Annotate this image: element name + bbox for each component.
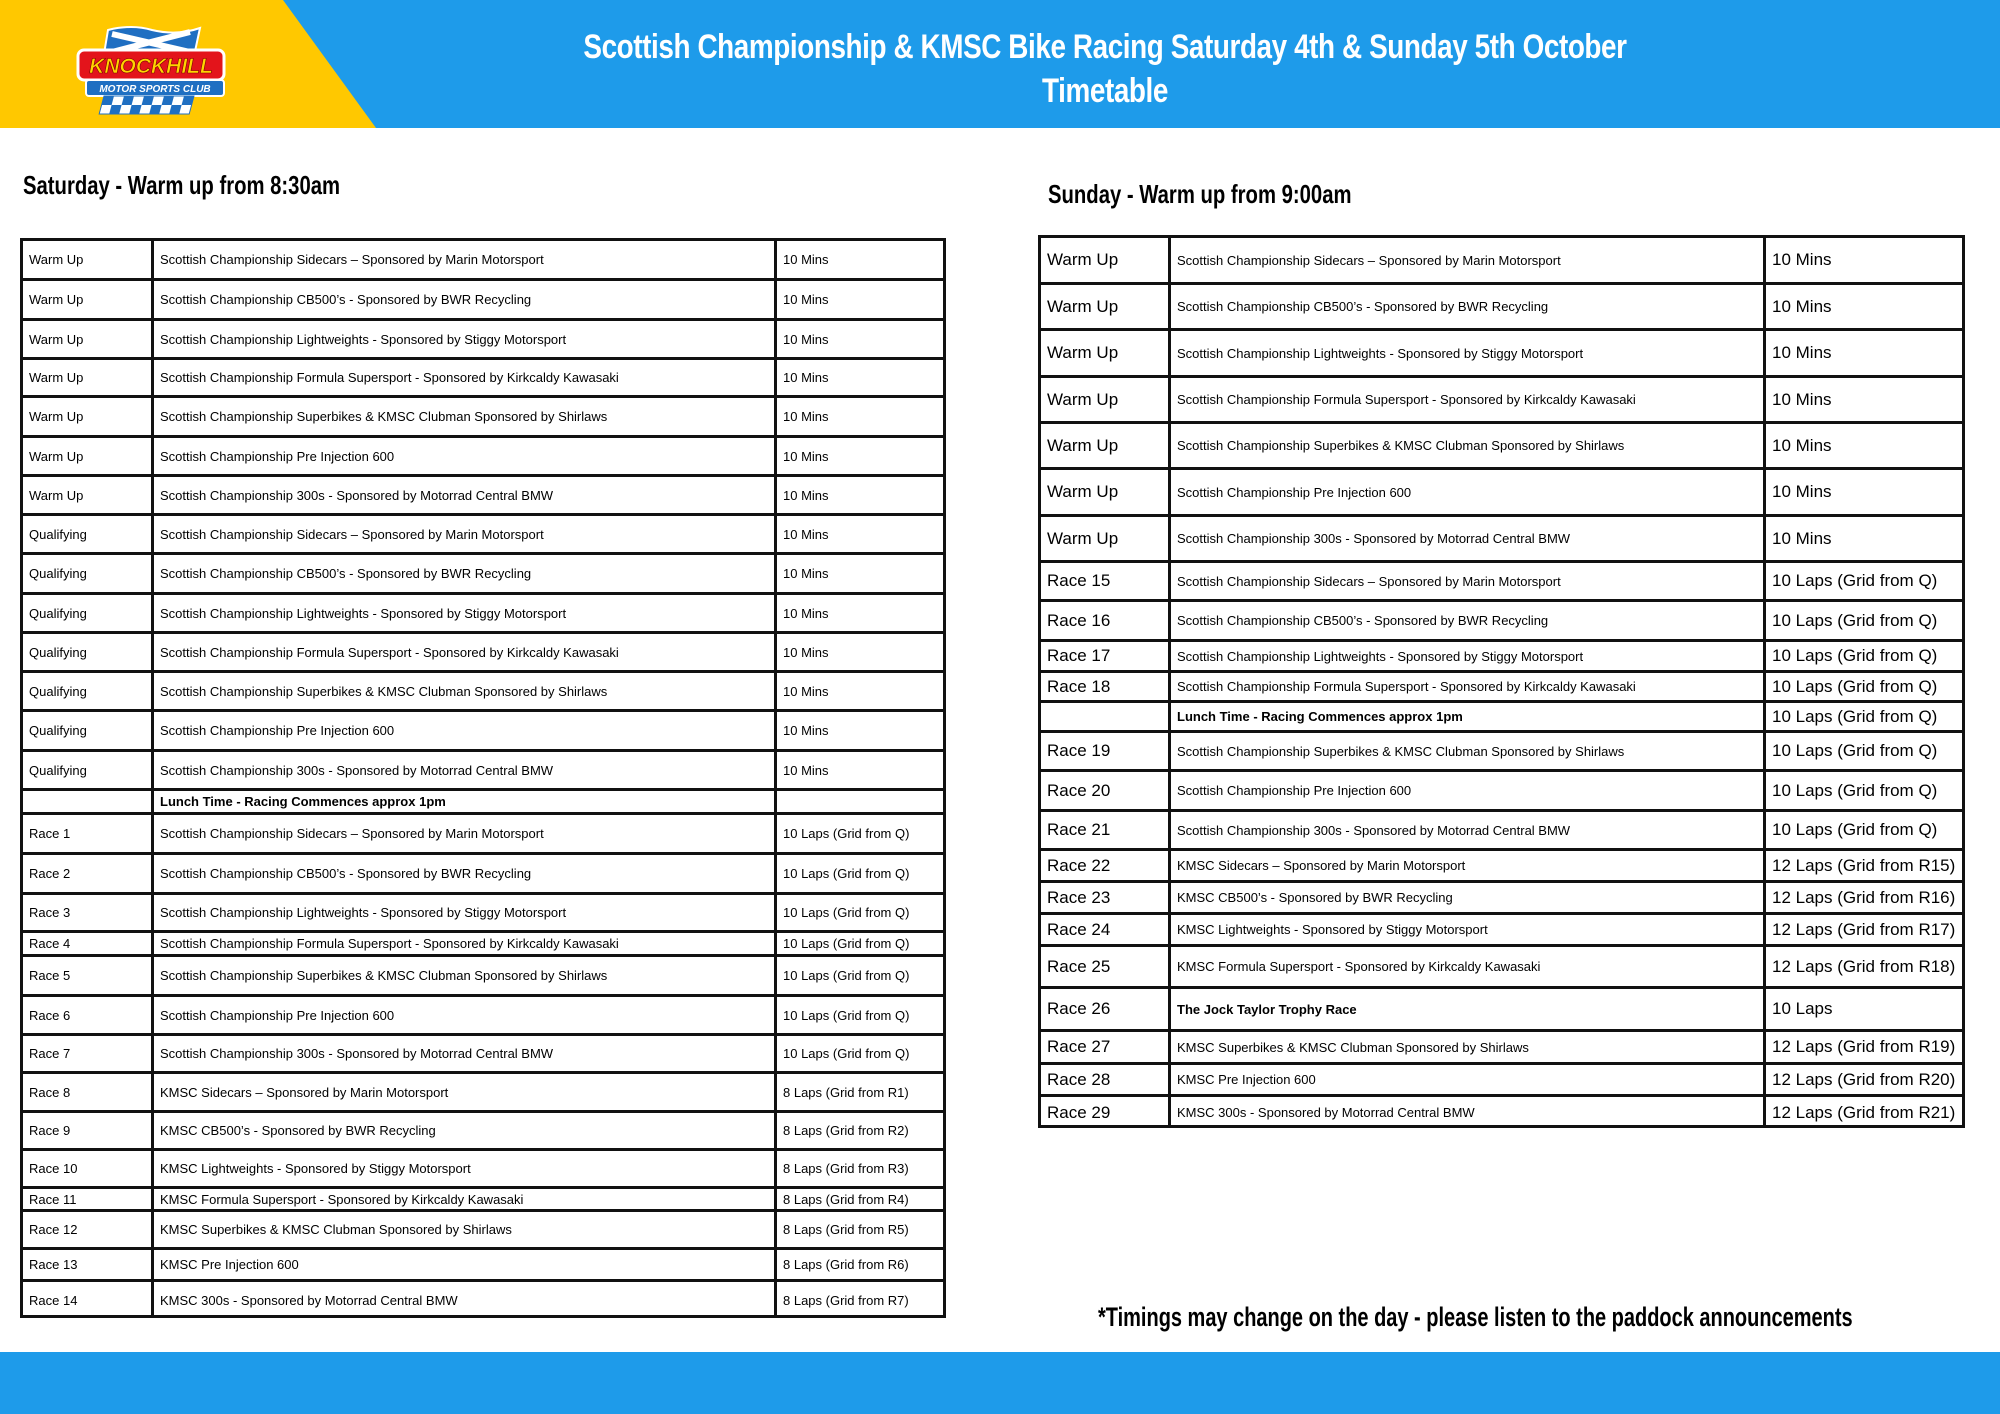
duration-cell: 10 Mins bbox=[774, 438, 943, 474]
event-cell: The Jock Taylor Trophy Race bbox=[1168, 989, 1763, 1029]
duration-cell: 10 Laps (Grid from Q) bbox=[774, 1036, 943, 1071]
table-row bbox=[23, 1209, 943, 1247]
table-row bbox=[23, 1148, 943, 1186]
duration-cell: 10 Mins bbox=[774, 595, 943, 631]
table-row bbox=[23, 241, 943, 278]
duration-cell: 12 Laps (Grid from R21) bbox=[1763, 1097, 1962, 1128]
event-cell: KMSC Sidecars – Sponsored by Marin Motorsport bbox=[151, 1074, 774, 1110]
session-cell: Race 5 bbox=[29, 968, 71, 983]
event-cell: Scottish Championship 300s - Sponsored by Motorrad Central BMW bbox=[151, 477, 774, 513]
event-cell: Scottish Championship Superbikes & KMSC Clubman Sponsored by Shirlaws bbox=[151, 673, 774, 709]
duration-cell: 10 Mins bbox=[774, 555, 943, 592]
session-cell: Warm Up bbox=[1047, 528, 1119, 548]
table-row bbox=[1041, 467, 1962, 514]
event-cell: KMSC CB500’s - Sponsored by BWR Recycling bbox=[151, 1113, 774, 1148]
duration-cell: 10 Mins bbox=[774, 752, 943, 788]
event-cell: Scottish Championship Sidecars – Sponsored by Marin Motorsport bbox=[1168, 563, 1763, 599]
event-cell: Lunch Time - Racing Commences approx 1pm bbox=[151, 791, 774, 812]
table-row bbox=[23, 1247, 943, 1279]
duration-cell: 10 Mins bbox=[774, 241, 943, 278]
event-cell: Scottish Championship CB500’s - Sponsored by BWR Recycling bbox=[151, 555, 774, 592]
duration-cell: 10 Laps (Grid from Q) bbox=[1763, 772, 1962, 809]
session-cell: Qualifying bbox=[29, 762, 87, 778]
table-row bbox=[23, 1033, 943, 1071]
duration-cell: 10 Laps (Grid from Q) bbox=[1763, 602, 1962, 639]
saturday-timetable bbox=[20, 238, 946, 1318]
duration-cell: 8 Laps (Grid from R2) bbox=[774, 1113, 943, 1148]
table-row bbox=[1041, 730, 1962, 769]
duration-cell: 10 Mins bbox=[1763, 331, 1962, 375]
event-cell: KMSC Lightweights - Sponsored by Stiggy Motorsport bbox=[1168, 915, 1763, 944]
event-cell: Scottish Championship Formula Supersport - Sponsored by Kirkcaldy Kawasaki bbox=[151, 360, 774, 395]
duration-cell: 12 Laps (Grid from R15) bbox=[1763, 851, 1962, 880]
timing-disclaimer: *Timings may change on the day - please listen to the paddock announcements bbox=[1098, 1302, 1853, 1332]
session-cell: Race 22 bbox=[1047, 855, 1111, 875]
event-cell: Scottish Championship CB500’s - Sponsored by BWR Recycling bbox=[151, 855, 774, 892]
page-title: Scottish Championship & KMSC Bike Racing Saturday 4th & Sunday 5th October bbox=[583, 28, 1627, 66]
event-cell: KMSC Lightweights - Sponsored by Stiggy Motorsport bbox=[151, 1151, 774, 1186]
session-cell bbox=[1041, 703, 1168, 730]
event-cell: KMSC Superbikes & KMSC Clubman Sponsored by Shirlaws bbox=[1168, 1032, 1763, 1062]
session-cell: Race 27 bbox=[1047, 1037, 1111, 1056]
session-cell: Qualifying bbox=[29, 526, 87, 542]
duration-cell: 10 Laps (Grid from Q) bbox=[1763, 673, 1962, 700]
duration-cell: 10 Mins bbox=[774, 398, 943, 435]
event-cell: KMSC Pre Injection 600 bbox=[1168, 1065, 1763, 1094]
duration-cell: 10 Laps (Grid from Q) bbox=[1763, 812, 1962, 848]
duration-cell: 10 Mins bbox=[1763, 285, 1962, 328]
session-cell: Race 2 bbox=[29, 866, 71, 881]
session-cell: Race 13 bbox=[29, 1257, 78, 1272]
duration-cell: 10 Mins bbox=[774, 321, 943, 357]
table-row bbox=[1041, 560, 1962, 599]
table-row bbox=[1041, 912, 1962, 944]
session-cell: Warm Up bbox=[29, 331, 84, 347]
table-row bbox=[1041, 670, 1962, 700]
table-row bbox=[23, 812, 943, 852]
event-cell: Scottish Championship Pre Injection 600 bbox=[1168, 772, 1763, 809]
session-cell: Warm Up bbox=[1047, 482, 1119, 501]
event-cell: Scottish Championship 300s - Sponsored by Motorrad Central BMW bbox=[1168, 517, 1763, 560]
event-cell: Scottish Championship Superbikes & KMSC Clubman Sponsored by Shirlaws bbox=[1168, 733, 1763, 769]
event-cell: KMSC Formula Supersport - Sponsored by Kirkcaldy Kawasaki bbox=[1168, 947, 1763, 986]
duration-cell: 10 Mins bbox=[774, 673, 943, 709]
event-cell: Scottish Championship Superbikes & KMSC Clubman Sponsored by Shirlaws bbox=[1168, 424, 1763, 467]
session-cell: Warm Up bbox=[29, 252, 84, 267]
table-row bbox=[23, 631, 943, 670]
session-cell: Race 28 bbox=[1047, 1069, 1111, 1089]
session-cell: Warm Up bbox=[1047, 250, 1119, 269]
session-cell: Race 18 bbox=[1047, 676, 1111, 696]
table-row bbox=[23, 930, 943, 954]
event-cell: Scottish Championship CB500’s - Sponsored by BWR Recycling bbox=[151, 281, 774, 318]
session-cell: Race 21 bbox=[1047, 820, 1111, 839]
session-cell: Race 26 bbox=[1047, 999, 1111, 1018]
session-cell: Race 4 bbox=[29, 936, 71, 951]
duration-cell: 10 Mins bbox=[774, 281, 943, 318]
duration-cell: 10 Laps (Grid from Q) bbox=[774, 933, 943, 954]
table-row bbox=[1041, 848, 1962, 880]
duration-cell: 8 Laps (Grid from R4) bbox=[774, 1189, 943, 1209]
event-cell: Scottish Championship Lightweights - Sponsored by Stiggy Motorsport bbox=[1168, 331, 1763, 375]
event-cell: Scottish Championship Formula Supersport - Sponsored by Kirkcaldy Kawasaki bbox=[151, 933, 774, 954]
event-cell: Scottish Championship Lightweights - Sponsored by Stiggy Motorsport bbox=[1168, 642, 1763, 670]
table-row bbox=[1041, 880, 1962, 912]
table-row bbox=[1041, 1029, 1962, 1062]
sunday-heading: Sunday - Warm up from 9:00am bbox=[1048, 179, 1352, 209]
event-cell: Scottish Championship Sidecars – Sponsored by Marin Motorsport bbox=[151, 516, 774, 552]
duration-cell: 10 Laps (Grid from Q) bbox=[1763, 703, 1962, 730]
session-cell: Race 23 bbox=[1047, 887, 1111, 907]
event-cell: KMSC 300s - Sponsored by Motorrad Central BMW bbox=[151, 1282, 774, 1318]
session-cell: Race 12 bbox=[29, 1222, 78, 1237]
event-cell: Scottish Championship Pre Injection 600 bbox=[1168, 470, 1763, 514]
session-cell: Race 7 bbox=[29, 1046, 71, 1061]
table-row bbox=[23, 318, 943, 357]
table-row bbox=[23, 474, 943, 513]
event-cell: Scottish Championship Sidecars – Sponsored by Marin Motorsport bbox=[1168, 238, 1763, 282]
table-row bbox=[1041, 809, 1962, 848]
session-cell: Race 1 bbox=[29, 826, 71, 841]
event-cell: Scottish Championship 300s - Sponsored by Motorrad Central BMW bbox=[151, 1036, 774, 1071]
event-cell: KMSC Sidecars – Sponsored by Marin Motorsport bbox=[1168, 851, 1763, 880]
event-cell: KMSC 300s - Sponsored by Motorrad Central BMW bbox=[1168, 1097, 1763, 1128]
session-cell: Qualifying bbox=[29, 644, 87, 660]
table-row bbox=[1041, 238, 1962, 282]
session-cell: Race 6 bbox=[29, 1007, 71, 1023]
table-row bbox=[23, 435, 943, 474]
duration-cell: 12 Laps (Grid from R19) bbox=[1763, 1032, 1962, 1062]
session-cell: Race 25 bbox=[1047, 956, 1111, 976]
duration-cell: 8 Laps (Grid from R7) bbox=[774, 1282, 943, 1318]
session-cell: Warm Up bbox=[29, 487, 84, 503]
table-row bbox=[1041, 1062, 1962, 1094]
duration-cell: 10 Mins bbox=[774, 477, 943, 513]
session-cell: Race 8 bbox=[29, 1084, 71, 1100]
duration-cell: 10 Laps bbox=[1763, 989, 1962, 1029]
duration-cell: 10 Mins bbox=[774, 360, 943, 395]
duration-cell: 10 Laps (Grid from Q) bbox=[1763, 733, 1962, 769]
table-row bbox=[1041, 514, 1962, 560]
page-subtitle: Timetable bbox=[1042, 72, 1168, 110]
table-row bbox=[23, 670, 943, 709]
session-cell: Warm Up bbox=[1047, 389, 1119, 409]
session-cell: Race 3 bbox=[29, 905, 71, 920]
event-cell: Scottish Championship Superbikes & KMSC Clubman Sponsored by Shirlaws bbox=[151, 398, 774, 435]
event-cell: Scottish Championship CB500’s - Sponsored by BWR Recycling bbox=[1168, 285, 1763, 328]
event-cell: KMSC Pre Injection 600 bbox=[151, 1250, 774, 1279]
duration-cell: 10 Laps (Grid from Q) bbox=[774, 895, 943, 930]
duration-cell: 8 Laps (Grid from R3) bbox=[774, 1151, 943, 1186]
duration-cell: 12 Laps (Grid from R16) bbox=[1763, 883, 1962, 912]
duration-cell: 10 Mins bbox=[774, 712, 943, 749]
saturday-heading: Saturday - Warm up from 8:30am bbox=[23, 170, 341, 200]
event-cell: Scottish Championship Formula Supersport - Sponsored by Kirkcaldy Kawasaki bbox=[151, 634, 774, 670]
duration-cell: 8 Laps (Grid from R5) bbox=[774, 1212, 943, 1247]
session-cell: Warm Up bbox=[29, 409, 84, 424]
table-row bbox=[23, 395, 943, 435]
duration-cell: 10 Mins bbox=[1763, 470, 1962, 514]
duration-cell: 10 Laps (Grid from Q) bbox=[1763, 642, 1962, 670]
event-cell: Scottish Championship Lightweights - Sponsored by Stiggy Motorsport bbox=[151, 595, 774, 631]
duration-cell: 10 Mins bbox=[774, 634, 943, 670]
event-cell: KMSC Formula Supersport - Sponsored by Kirkcaldy Kawasaki bbox=[151, 1189, 774, 1209]
event-cell: Scottish Championship Superbikes & KMSC Clubman Sponsored by Shirlaws bbox=[151, 957, 774, 994]
table-row bbox=[23, 513, 943, 552]
header-banner bbox=[0, 0, 2000, 128]
table-row bbox=[23, 954, 943, 994]
event-cell: Scottish Championship CB500’s - Sponsored by BWR Recycling bbox=[1168, 602, 1763, 639]
table-row bbox=[1041, 639, 1962, 670]
duration-cell: 10 Laps (Grid from Q) bbox=[774, 997, 943, 1033]
session-cell: Qualifying bbox=[29, 566, 87, 581]
duration-cell: 10 Mins bbox=[1763, 238, 1962, 282]
event-cell: Scottish Championship Sidecars – Sponsored by Marin Motorsport bbox=[151, 815, 774, 852]
session-cell: Qualifying bbox=[29, 723, 87, 738]
table-row bbox=[1041, 986, 1962, 1029]
session-cell: Race 29 bbox=[1047, 1102, 1111, 1122]
session-cell: Warm Up bbox=[29, 448, 84, 464]
duration-cell: 10 Laps (Grid from Q) bbox=[774, 815, 943, 852]
session-cell: Warm Up bbox=[1047, 435, 1119, 455]
svg-text:MOTOR SPORTS CLUB: MOTOR SPORTS CLUB bbox=[99, 84, 211, 95]
event-cell: Scottish Championship Formula Supersport - Sponsored by Kirkcaldy Kawasaki bbox=[1168, 378, 1763, 421]
duration-cell: 10 Mins bbox=[1763, 378, 1962, 421]
event-cell: Scottish Championship 300s - Sponsored by Motorrad Central BMW bbox=[1168, 812, 1763, 848]
duration-cell: 10 Mins bbox=[774, 516, 943, 552]
table-row bbox=[23, 552, 943, 592]
table-row bbox=[23, 1071, 943, 1110]
session-cell: Race 16 bbox=[1047, 610, 1111, 630]
event-cell: Scottish Championship Formula Supersport - Sponsored by Kirkcaldy Kawasaki bbox=[1168, 673, 1763, 700]
event-cell: Scottish Championship 300s - Sponsored by Motorrad Central BMW bbox=[151, 752, 774, 788]
session-cell: Warm Up bbox=[1047, 343, 1119, 362]
table-row bbox=[23, 278, 943, 318]
session-cell: Warm Up bbox=[1047, 296, 1119, 316]
event-cell: KMSC CB500’s - Sponsored by BWR Recycling bbox=[1168, 883, 1763, 912]
event-cell: Scottish Championship Pre Injection 600 bbox=[151, 438, 774, 474]
table-row bbox=[1041, 599, 1962, 639]
session-cell: Race 11 bbox=[29, 1191, 77, 1207]
event-cell: Scottish Championship Pre Injection 600 bbox=[151, 997, 774, 1033]
table-row bbox=[1041, 1094, 1962, 1128]
event-cell: KMSC Superbikes & KMSC Clubman Sponsored by Shirlaws bbox=[151, 1212, 774, 1247]
table-row bbox=[1041, 375, 1962, 421]
duration-cell: 10 Laps (Grid from Q) bbox=[774, 855, 943, 892]
duration-cell: 10 Laps (Grid from Q) bbox=[774, 957, 943, 994]
session-cell bbox=[23, 791, 151, 812]
table-row bbox=[23, 994, 943, 1033]
session-cell: Warm Up bbox=[29, 292, 84, 307]
svg-text:KNOCKHILL: KNOCKHILL bbox=[89, 55, 213, 78]
session-cell: Qualifying bbox=[29, 683, 87, 699]
table-row bbox=[23, 892, 943, 930]
table-row bbox=[23, 749, 943, 788]
duration-cell: 8 Laps (Grid from R6) bbox=[774, 1250, 943, 1279]
session-cell: Race 20 bbox=[1047, 780, 1111, 800]
table-row bbox=[23, 1279, 943, 1318]
event-cell: Scottish Championship Lightweights - Sponsored by Stiggy Motorsport bbox=[151, 895, 774, 930]
session-cell: Race 14 bbox=[29, 1292, 78, 1308]
table-row bbox=[23, 1186, 943, 1209]
duration-cell: 12 Laps (Grid from R17) bbox=[1763, 915, 1962, 944]
table-row bbox=[1041, 700, 1962, 730]
duration-cell: 10 Laps (Grid from Q) bbox=[1763, 563, 1962, 599]
table-row bbox=[23, 852, 943, 892]
session-cell: Warm Up bbox=[29, 370, 84, 385]
table-row bbox=[1041, 328, 1962, 375]
session-cell: Race 19 bbox=[1047, 741, 1111, 760]
table-row bbox=[23, 357, 943, 395]
session-cell: Race 10 bbox=[29, 1161, 78, 1176]
session-cell: Qualifying bbox=[29, 605, 87, 621]
event-cell: Scottish Championship Pre Injection 600 bbox=[151, 712, 774, 749]
table-row bbox=[23, 1110, 943, 1148]
duration-cell bbox=[774, 791, 943, 812]
table-row bbox=[1041, 421, 1962, 467]
duration-cell: 10 Mins bbox=[1763, 517, 1962, 560]
footer-banner bbox=[0, 1352, 2000, 1414]
duration-cell: 8 Laps (Grid from R1) bbox=[774, 1074, 943, 1110]
table-row bbox=[1041, 282, 1962, 328]
duration-cell: 12 Laps (Grid from R20) bbox=[1763, 1065, 1962, 1094]
event-cell: Scottish Championship Sidecars – Sponsored by Marin Motorsport bbox=[151, 241, 774, 278]
table-row bbox=[1041, 769, 1962, 809]
table-row bbox=[23, 788, 943, 812]
table-row bbox=[23, 709, 943, 749]
session-cell: Race 17 bbox=[1047, 646, 1111, 665]
session-cell: Race 9 bbox=[29, 1123, 71, 1138]
session-cell: Race 15 bbox=[1047, 571, 1111, 590]
duration-cell: 10 Mins bbox=[1763, 424, 1962, 467]
duration-cell: 12 Laps (Grid from R18) bbox=[1763, 947, 1962, 986]
session-cell: Race 24 bbox=[1047, 919, 1111, 939]
event-cell: Scottish Championship Lightweights - Sponsored by Stiggy Motorsport bbox=[151, 321, 774, 357]
sunday-timetable bbox=[1038, 235, 1965, 1128]
table-row bbox=[1041, 944, 1962, 986]
event-cell: Lunch Time - Racing Commences approx 1pm bbox=[1168, 703, 1763, 730]
table-row bbox=[23, 592, 943, 631]
knockhill-logo bbox=[72, 22, 232, 120]
